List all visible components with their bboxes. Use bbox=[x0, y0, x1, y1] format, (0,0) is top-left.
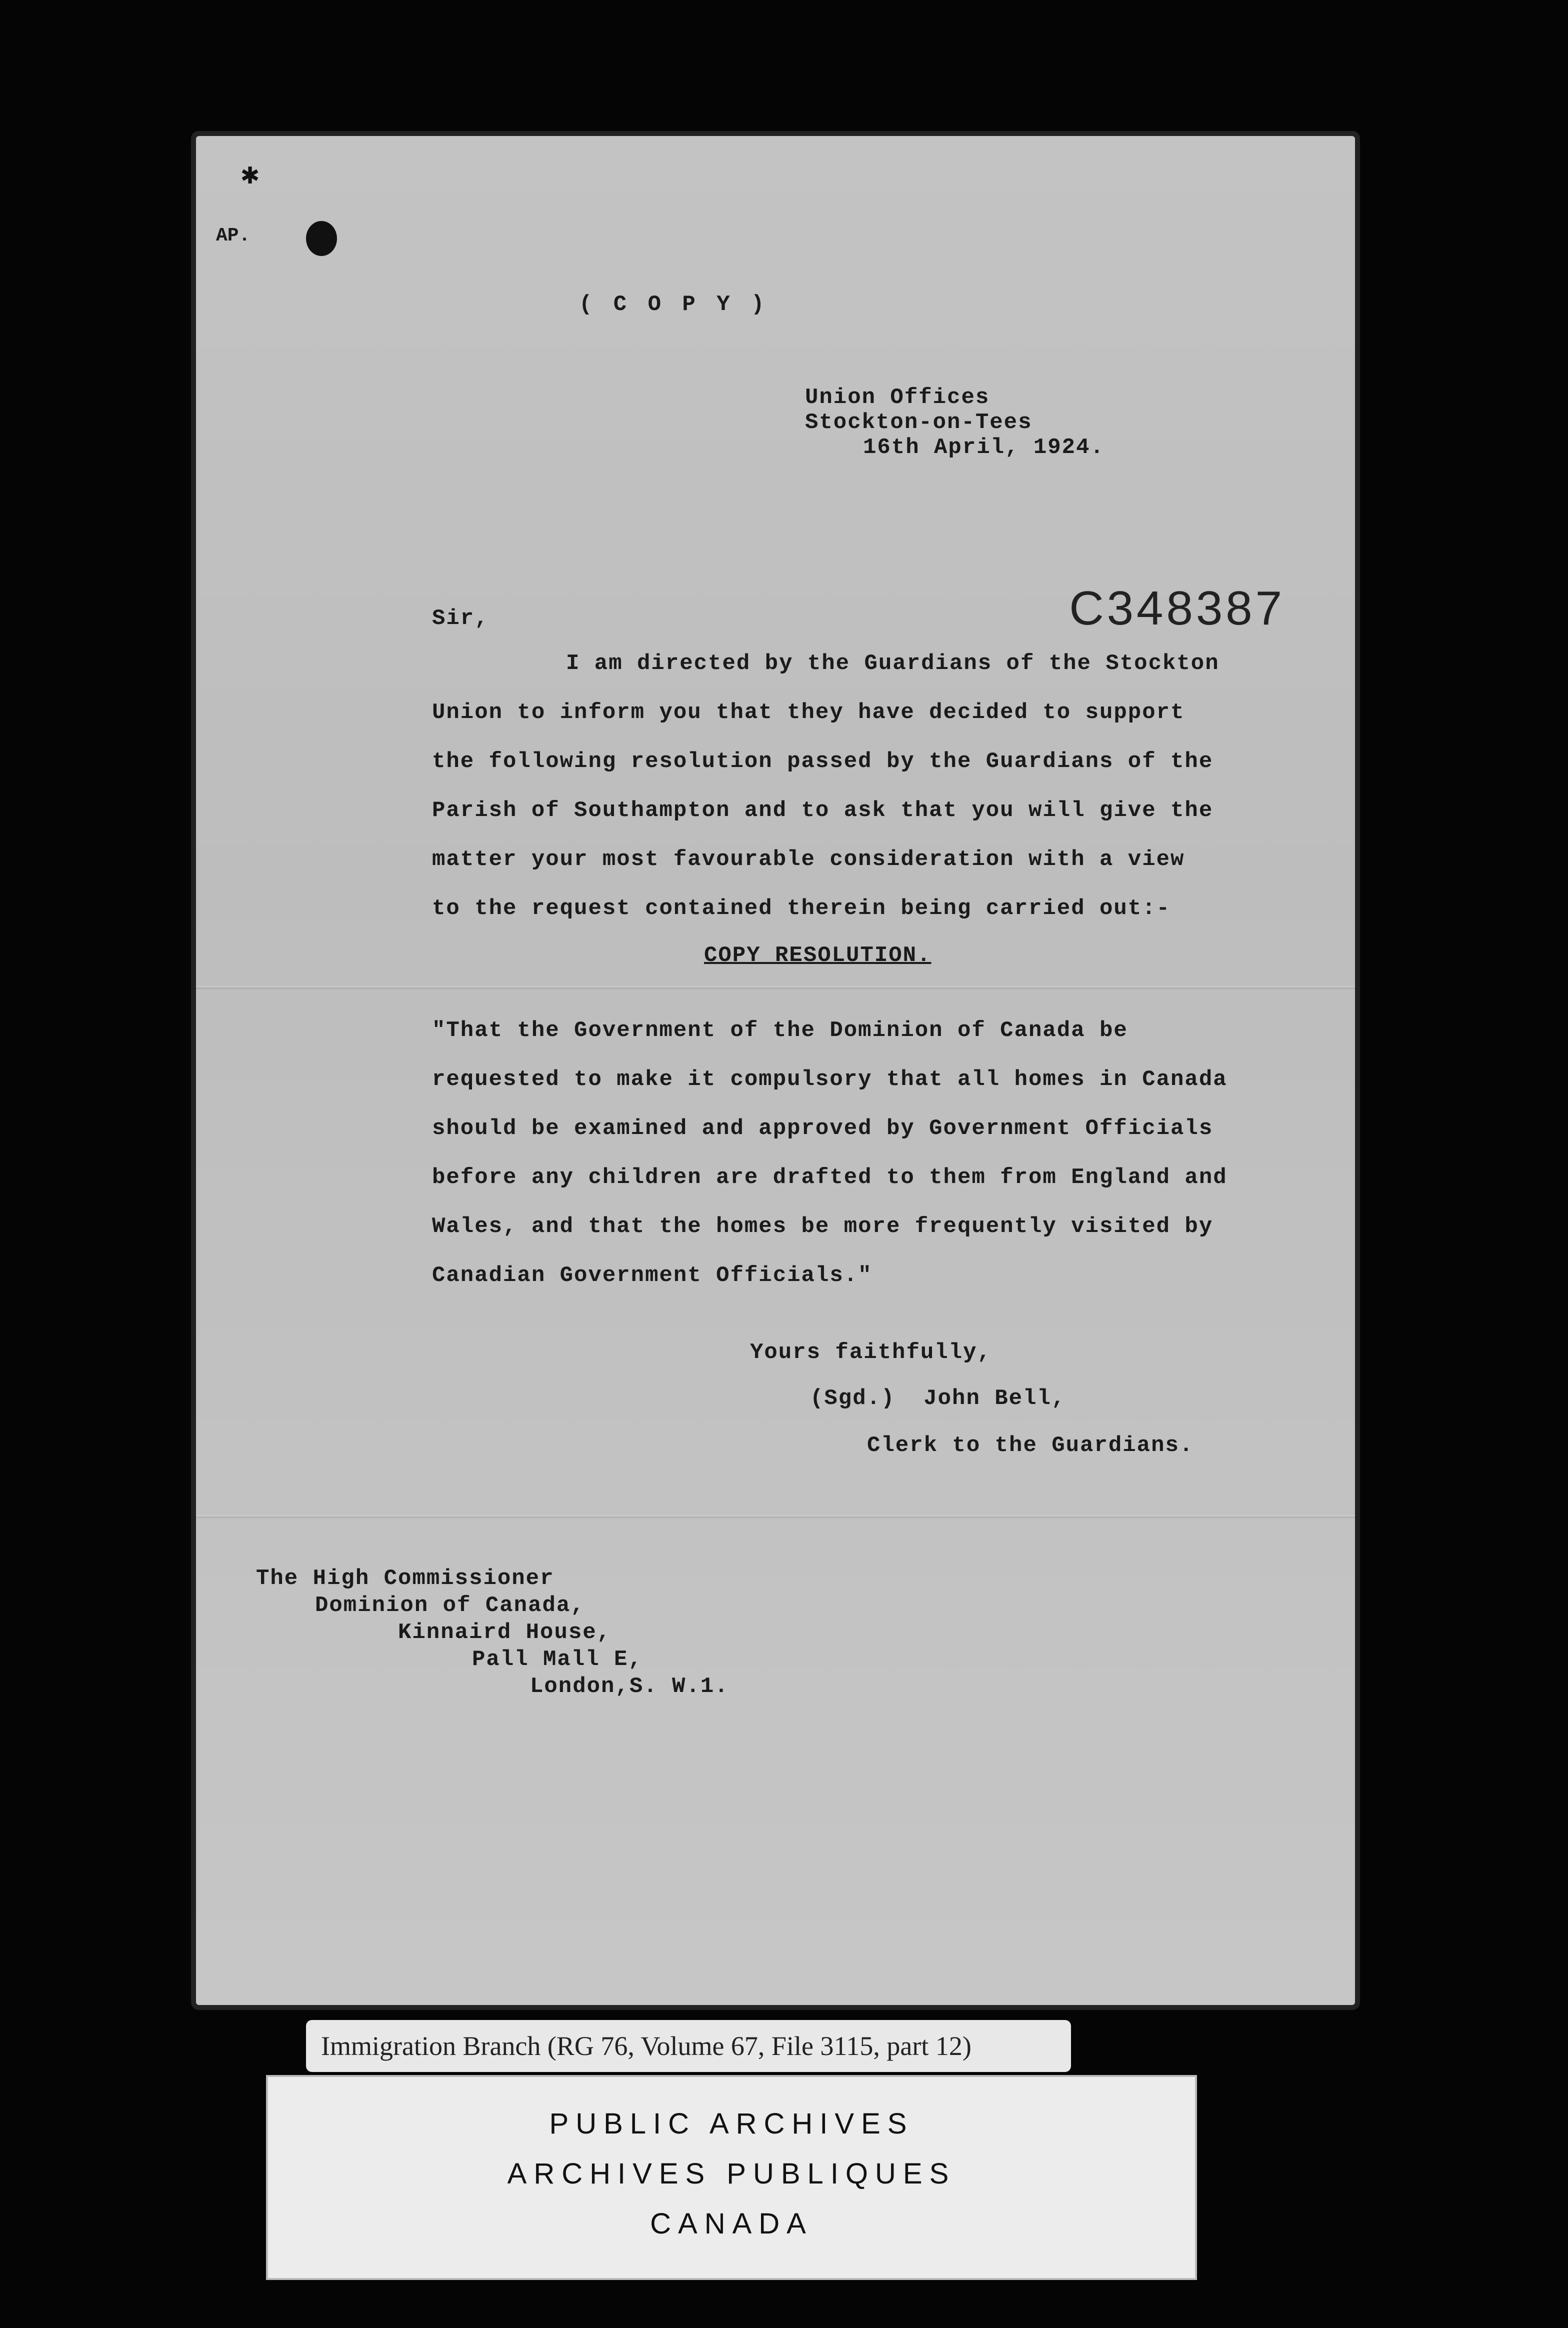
fold-crease bbox=[196, 986, 1355, 989]
ink-blot bbox=[306, 221, 337, 256]
paragraph-line: to the request contained therein being carried out:- bbox=[432, 896, 1171, 921]
archive-line: CANADA bbox=[650, 2208, 813, 2240]
resolution-line: Canadian Government Officials." bbox=[432, 1263, 872, 1288]
resolution-line: requested to make it compulsory that all homes in Canada bbox=[432, 1067, 1228, 1092]
resolution-line: Wales, and that the homes be more frequently visited by bbox=[432, 1214, 1214, 1239]
ink-scratch: ✱ bbox=[241, 159, 260, 193]
salutation: Sir, bbox=[432, 606, 489, 631]
closing: Yours faithfully, bbox=[750, 1340, 992, 1365]
paragraph-line: Parish of Southampton and to ask that you will give the bbox=[432, 798, 1214, 823]
archive-line: ARCHIVES PUBLIQUES bbox=[507, 2158, 956, 2190]
resolution-line: should be examined and approved by Government Officials bbox=[432, 1116, 1214, 1141]
paragraph-line: the following resolution passed by the Guardians of the bbox=[432, 749, 1214, 774]
recipient-line: The High Commissioner bbox=[256, 1566, 554, 1591]
archive-card bbox=[266, 2075, 1197, 2280]
fold-crease bbox=[196, 1515, 1355, 1518]
recipient-line: Pall Mall E, bbox=[472, 1647, 642, 1672]
archive-line: PUBLIC ARCHIVES bbox=[549, 2108, 914, 2140]
address-line: Stockton-on-Tees bbox=[805, 410, 1032, 435]
document-page bbox=[196, 136, 1355, 2005]
date-line: 16th April, 1924. bbox=[863, 435, 1104, 460]
paragraph-line: Union to inform you that they have decided to support bbox=[432, 700, 1185, 725]
resolution-line: "That the Government of the Dominion of Canada be bbox=[432, 1018, 1128, 1043]
copy-heading: ( C O P Y ) bbox=[579, 292, 768, 317]
resolution-heading: COPY RESOLUTION. bbox=[704, 943, 932, 968]
address-line: Union Offices bbox=[805, 385, 990, 410]
paragraph-line: matter your most favourable consideration with a view bbox=[432, 847, 1185, 872]
corner-mark: AP. bbox=[216, 225, 250, 246]
recipient-line: Dominion of Canada, bbox=[315, 1593, 585, 1618]
archive-reference: Immigration Branch (RG 76, Volume 67, File 3115, part 12) bbox=[306, 2020, 1071, 2072]
recipient-line: London,S. W.1. bbox=[530, 1674, 729, 1699]
recipient-line: Kinnaird House, bbox=[398, 1620, 612, 1645]
signer-title: Clerk to the Guardians. bbox=[867, 1433, 1194, 1458]
paragraph-line: I am directed by the Guardians of the Stockton bbox=[566, 651, 1220, 676]
archive-label bbox=[266, 2020, 1197, 2280]
resolution-line: before any children are drafted to them from England and bbox=[432, 1165, 1228, 1190]
file-number-stamp: C348387 bbox=[1069, 582, 1285, 635]
signature: (Sgd.) John Bell, bbox=[810, 1386, 1066, 1411]
